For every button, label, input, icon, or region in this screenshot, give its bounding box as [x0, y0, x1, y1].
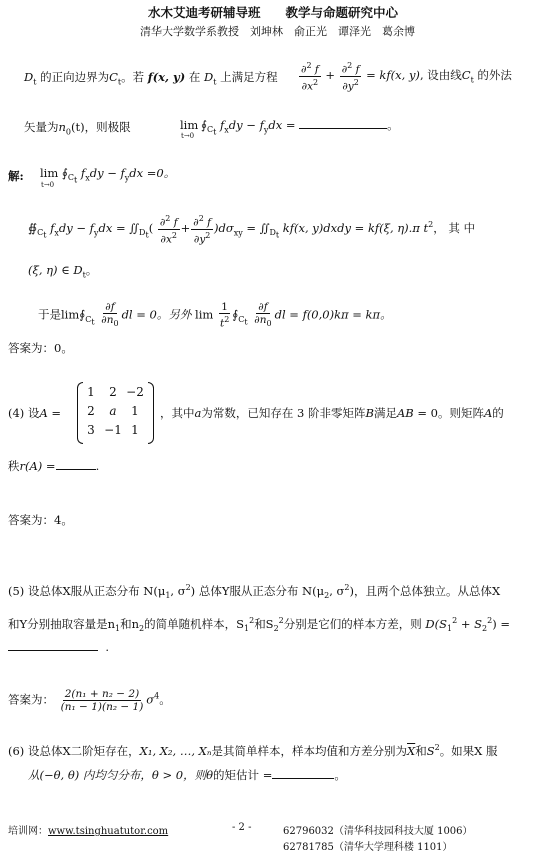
matrix-cell: a [109, 404, 117, 418]
matrix-cell: 2 [109, 385, 117, 399]
page-number: - 2 - [232, 822, 252, 833]
q4-line1: (4) 设A = [8, 406, 62, 420]
q3-integral: $∮_{C_t}$ $f_xdy - f_ydx$ = 。 [201, 118, 399, 137]
footer-website: 培训网：www.tsinghuatutor.com [8, 826, 169, 837]
q4-line1-rest: ，其中a为常数，已知存在 3 阶非零矩阵B满足AB = 0。则矩阵A的 [160, 406, 504, 420]
page-header-title: 水木艾迪考研辅导班 教学与命题研究中心 [148, 5, 399, 20]
q3-limit-sub: t→0 [181, 132, 195, 140]
footer-phone-1: 62796032（清华科技园科技大厦 1006） [283, 826, 473, 837]
q6-answer-blank[interactable] [272, 767, 334, 779]
q6-line2: 从(−θ, θ) 内均匀分布，θ > 0，则θ的矩估计 = 。 [28, 768, 346, 782]
q4-answer-blank[interactable] [56, 458, 96, 470]
solution-line1: $\lim ∮_{C_t}$ $f_xdy - f_ydx =0$。 [40, 166, 176, 185]
matrix-cell: −1 [104, 423, 122, 437]
matrix-cell: 2 [87, 404, 95, 418]
q3-answer-blank[interactable] [299, 117, 387, 129]
matrix-cell: −2 [126, 385, 144, 399]
q3-line2: 矢量为$n_0(t)$，则极限 [24, 120, 131, 137]
matrix-cell: 1 [87, 385, 95, 399]
solution-line4: 于是$\lim∮_{C_t}$ $\frac{\partial f}{\partial n_0}$ dl = 0。另外 lim $\frac{1}{t^2}$ $∮_{C_t}$ $\frac{\partial f}{\partial n_0}$ dl = f(0,0)kπ = kπ。 [38, 301, 392, 330]
solution-line3: (ξ, η) ∈ $D_t$。 [28, 263, 98, 280]
q3-equation: $\frac{\partial^2 f}{\partial x^2}$ + $\frac{\partial^2 f}{\partial y^2}$ = kf(x, y), 设由线$C_t$ 的外法 [301, 61, 512, 92]
q3-line1: $D_t$ 的正向边界为$C_t$。若 f(x, y) 在 $D_t$ 上满足方程 [24, 70, 278, 87]
q4-answer: 答案为：4。 [8, 513, 73, 527]
q5-line1: (5) 设总体X服从正态分布 $N(\mu_1$, $\sigma^2$) 总体Y服从正态分布 $N(\mu_2$, $\sigma^2$)，且两个总体独立。从总体X [8, 583, 501, 601]
q5-line3: . [8, 639, 109, 655]
solution-label: 解: [8, 169, 24, 183]
solution-line2: $∯_{C_t}$ $f_xdy - f_ydx$ = $∬_{D_t}$( $\frac{\partial^2 f}{\partial x^2}$ + $\frac{\partial^2 f}{\partial y^2}$ )$d\sigma_{xy}$ = $∬_{D_t}$ kf(x, y)dxdy = kf(ξ, η).π $t^2$， 其 中 [28, 214, 476, 245]
page-header-authors: 清华大学数学系教授 刘坤林 俞正光 谭泽光 葛余博 [140, 25, 415, 38]
q5-answer-blank[interactable] [8, 639, 98, 651]
solution-line1-sub: t→0 [41, 181, 55, 189]
q5-answer: 答案为： $\frac{\text{2(n₁ + n₂ − 2)}}{\text{(n₁ − 1)(n₂ − 1)}}$ $\sigma^4$。 [8, 688, 171, 713]
matrix-cell: 1 [131, 404, 139, 418]
matrix-cell: 1 [131, 423, 139, 437]
q6-line1: (6) 设总体X二阶矩存在，X₁, X₂, …, Xₙ是其简单样本，样本均值和方差分别为$\overline{X}$和$S^2$。如果X 服 [8, 743, 498, 758]
matrix-cell: 3 [87, 423, 95, 437]
q3-limit: lim [180, 118, 199, 132]
matrix-right-bracket [148, 382, 154, 444]
footer-phone-2: 62781785（清华大学理科楼 1101） [283, 842, 453, 853]
solution-answer: 答案为：0。 [8, 341, 73, 355]
footer-url-link[interactable]: www.tsinghuatutor.com [48, 826, 169, 837]
q4-line2: 秩r(A) = . [8, 459, 100, 473]
q5-line2: 和Y分别抽取容量是$n_1$和$n_2$的简单随机样本，$S_1^2$和$S_2^2$分别是它们的样本方差，则 $D(S_1^2 + S_2^2)$ = [8, 616, 510, 634]
